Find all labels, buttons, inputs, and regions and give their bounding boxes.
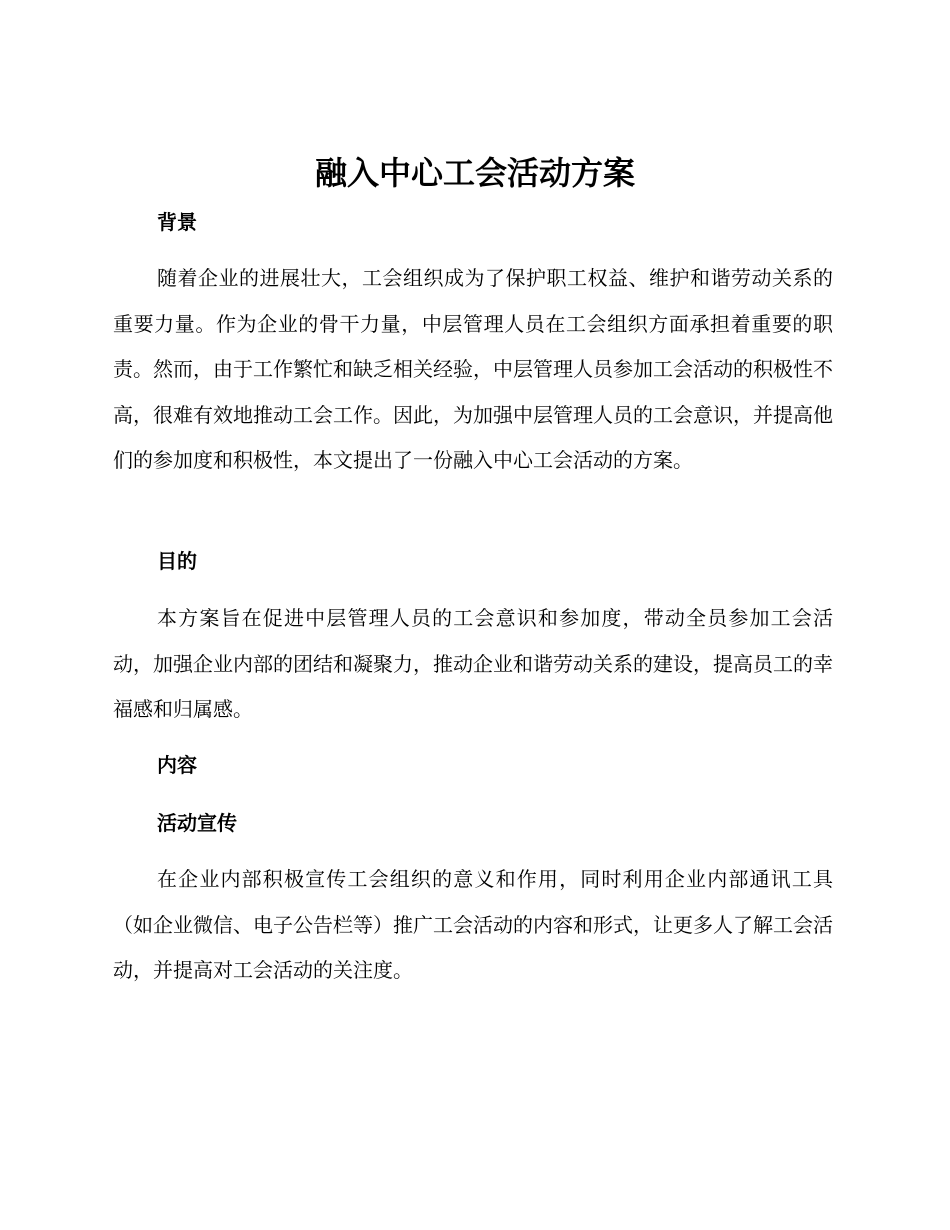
section-paragraph-publicity: 在企业内部积极宣传工会组织的意义和作用，同时利用企业内部通讯工具（如企业微信、电子公告栏等）推广工会活动的内容和形式，让更多人了解工会活动，并提高对工会活动的关注度。 <box>113 867 833 982</box>
section-heading-publicity: 活动宣传 <box>157 811 237 835</box>
section-heading-purpose: 目的 <box>157 549 197 573</box>
section-heading-content: 内容 <box>157 753 197 777</box>
section-heading-background: 背景 <box>157 210 197 234</box>
section-paragraph-purpose: 本方案旨在促进中层管理人员的工会意识和参加度，带动全员参加工会活动，加强企业内部的团结和凝聚力，推动企业和谐劳动关系的建设，提高员工的幸福感和归属感。 <box>113 606 833 721</box>
document-title: 融入中心工会活动方案 <box>314 154 635 192</box>
section-paragraph-background: 随着企业的进展壮大，工会组织成为了保护职工权益、维护和谐劳动关系的重要力量。作为企业的骨干力量，中层管理人员在工会组织方面承担着重要的职责。然而，由于工作繁忙和缺乏相关经验，中层管理人员参加工会活动的积极性不高，很难有效地推动工会工作。因此，为加强中层管理人员的工会意识，并提高他们的参加度和积极性，本文提出了一份融入中心工会活动的方案。 <box>113 266 833 472</box>
